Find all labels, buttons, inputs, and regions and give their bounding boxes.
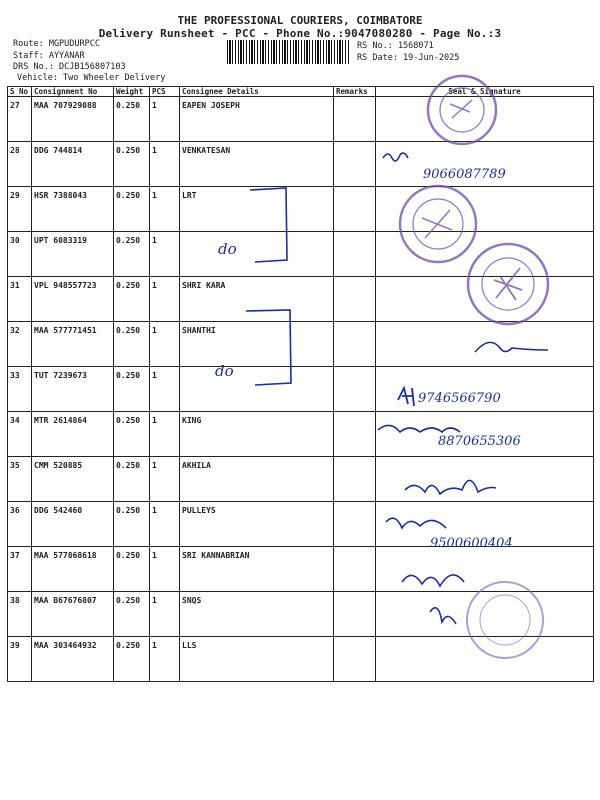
col-consignee: Consignee Details xyxy=(180,87,334,97)
cell-weight: 0.250 xyxy=(114,97,150,142)
cell-pcs: 1 xyxy=(150,97,180,142)
cell-consignment: UPT 6083319 xyxy=(32,232,114,277)
route-label: Route: MGPUDURPCC xyxy=(13,39,100,49)
cell-pcs: 1 xyxy=(150,412,180,457)
cell-consignee: LLS xyxy=(180,637,334,682)
cell-consignment: MAA 577771451 xyxy=(32,322,114,367)
cell-pcs: 1 xyxy=(150,502,180,547)
signature-scribble xyxy=(405,480,496,494)
document-title: THE PROFESSIONAL COURIERS, COIMBATORE xyxy=(177,14,423,27)
document-subtitle: Delivery Runsheet - PCC - Phone No.:9047080280 - Page No.:3 xyxy=(98,27,502,40)
signature-scribble xyxy=(475,342,548,352)
rs-number: RS No.: 1568071 xyxy=(357,41,434,51)
cell-consignment: VPL 948557723 xyxy=(32,277,114,322)
cell-sno: 34 xyxy=(8,412,32,457)
seal-stamp xyxy=(428,76,496,144)
cell-weight: 0.250 xyxy=(114,277,150,322)
vehicle-label: Vehicle: Two Wheeler Delivery xyxy=(17,73,166,83)
cell-weight: 0.250 xyxy=(114,322,150,367)
cell-weight: 0.250 xyxy=(114,457,150,502)
handwritten-phone: 8870655306 xyxy=(438,434,521,449)
cell-consignee: SHANTHI xyxy=(180,322,334,367)
cell-consignee: KING xyxy=(180,412,334,457)
cell-sno: 38 xyxy=(8,592,32,637)
cell-pcs: 1 xyxy=(150,547,180,592)
bracket-mark xyxy=(250,188,287,262)
cell-consignment: MAA 577868618 xyxy=(32,547,114,592)
bracket-mark xyxy=(246,310,291,385)
cell-sno: 29 xyxy=(8,187,32,232)
cell-pcs: 1 xyxy=(150,232,180,277)
cell-sno: 27 xyxy=(8,97,32,142)
signature-scribble xyxy=(386,518,446,528)
rs-date: RS Date: 19-Jun-2025 xyxy=(357,53,460,63)
signature-scribble xyxy=(378,425,460,432)
cell-weight: 0.250 xyxy=(114,142,150,187)
cell-consignment: MAA B67676807 xyxy=(32,592,114,637)
cell-sno: 36 xyxy=(8,502,32,547)
cell-sno: 28 xyxy=(8,142,32,187)
cell-pcs: 1 xyxy=(150,637,180,682)
cell-consignment: MAA 303464932 xyxy=(32,637,114,682)
cell-sno: 30 xyxy=(8,232,32,277)
cell-pcs: 1 xyxy=(150,592,180,637)
cell-sno: 33 xyxy=(8,367,32,412)
cell-consignee: SRI KANNABRIAN xyxy=(180,547,334,592)
cell-consignment: CMM 520885 xyxy=(32,457,114,502)
handwritten-phone: 9066087789 xyxy=(423,167,506,182)
signature-scribble xyxy=(430,608,456,624)
cell-weight: 0.250 xyxy=(114,232,150,277)
cell-sno: 39 xyxy=(8,637,32,682)
handwritten-phone: 9500600404 xyxy=(430,536,513,551)
col-consignment: Consignment No xyxy=(32,87,114,97)
cell-consignment: TUT 7239673 xyxy=(32,367,114,412)
signature-scribble xyxy=(398,388,414,406)
cell-weight: 0.250 xyxy=(114,412,150,457)
handwritten-phone: 9746566790 xyxy=(418,391,501,406)
cell-consignment: DDG 542460 xyxy=(32,502,114,547)
signature-scribble xyxy=(402,575,464,586)
cell-consignee: PULLEYS xyxy=(180,502,334,547)
seal-stamp xyxy=(400,186,476,262)
cell-pcs: 1 xyxy=(150,457,180,502)
cell-consignment: MAA 707929088 xyxy=(32,97,114,142)
col-sno: S No xyxy=(8,87,32,97)
handwritten-ditto: do xyxy=(215,362,234,380)
cell-consignee: VENKATESAN xyxy=(180,142,334,187)
cell-sno: 31 xyxy=(8,277,32,322)
cell-weight: 0.250 xyxy=(114,592,150,637)
cell-weight: 0.250 xyxy=(114,187,150,232)
cell-weight: 0.250 xyxy=(114,547,150,592)
cell-sno: 35 xyxy=(8,457,32,502)
cell-consignment: MTR 2614864 xyxy=(32,412,114,457)
cell-weight: 0.250 xyxy=(114,367,150,412)
drs-label: DRS No.: DCJB156807103 xyxy=(13,62,126,72)
cell-consignee: SHRI KARA xyxy=(180,277,334,322)
col-seal: Seal & Signature xyxy=(376,87,594,97)
col-weight: Weight xyxy=(114,87,150,97)
seal-stamp xyxy=(468,244,548,324)
handwritten-ditto: do xyxy=(218,240,237,258)
cell-consignee: EAPEN JOSEPH xyxy=(180,97,334,142)
cell-consignment: HSR 7388043 xyxy=(32,187,114,232)
cell-pcs: 1 xyxy=(150,277,180,322)
cell-sno: 37 xyxy=(8,547,32,592)
cell-weight: 0.250 xyxy=(114,502,150,547)
col-pcs: PCS xyxy=(150,87,180,97)
cell-pcs: 1 xyxy=(150,187,180,232)
staff-label: Staff: AYYANAR xyxy=(13,51,85,61)
signature-scribble xyxy=(383,153,408,161)
cell-consignment: DDG 744814 xyxy=(32,142,114,187)
cell-pcs: 1 xyxy=(150,367,180,412)
col-remarks: Remarks xyxy=(334,87,376,97)
cell-pcs: 1 xyxy=(150,322,180,367)
cell-pcs: 1 xyxy=(150,142,180,187)
cell-consignee: AKHILA xyxy=(180,457,334,502)
cell-consignee: LRT xyxy=(180,187,334,232)
cell-sno: 32 xyxy=(8,322,32,367)
cell-weight: 0.250 xyxy=(114,637,150,682)
seal-stamp xyxy=(467,582,543,658)
cell-consignee: SNQS xyxy=(180,592,334,637)
